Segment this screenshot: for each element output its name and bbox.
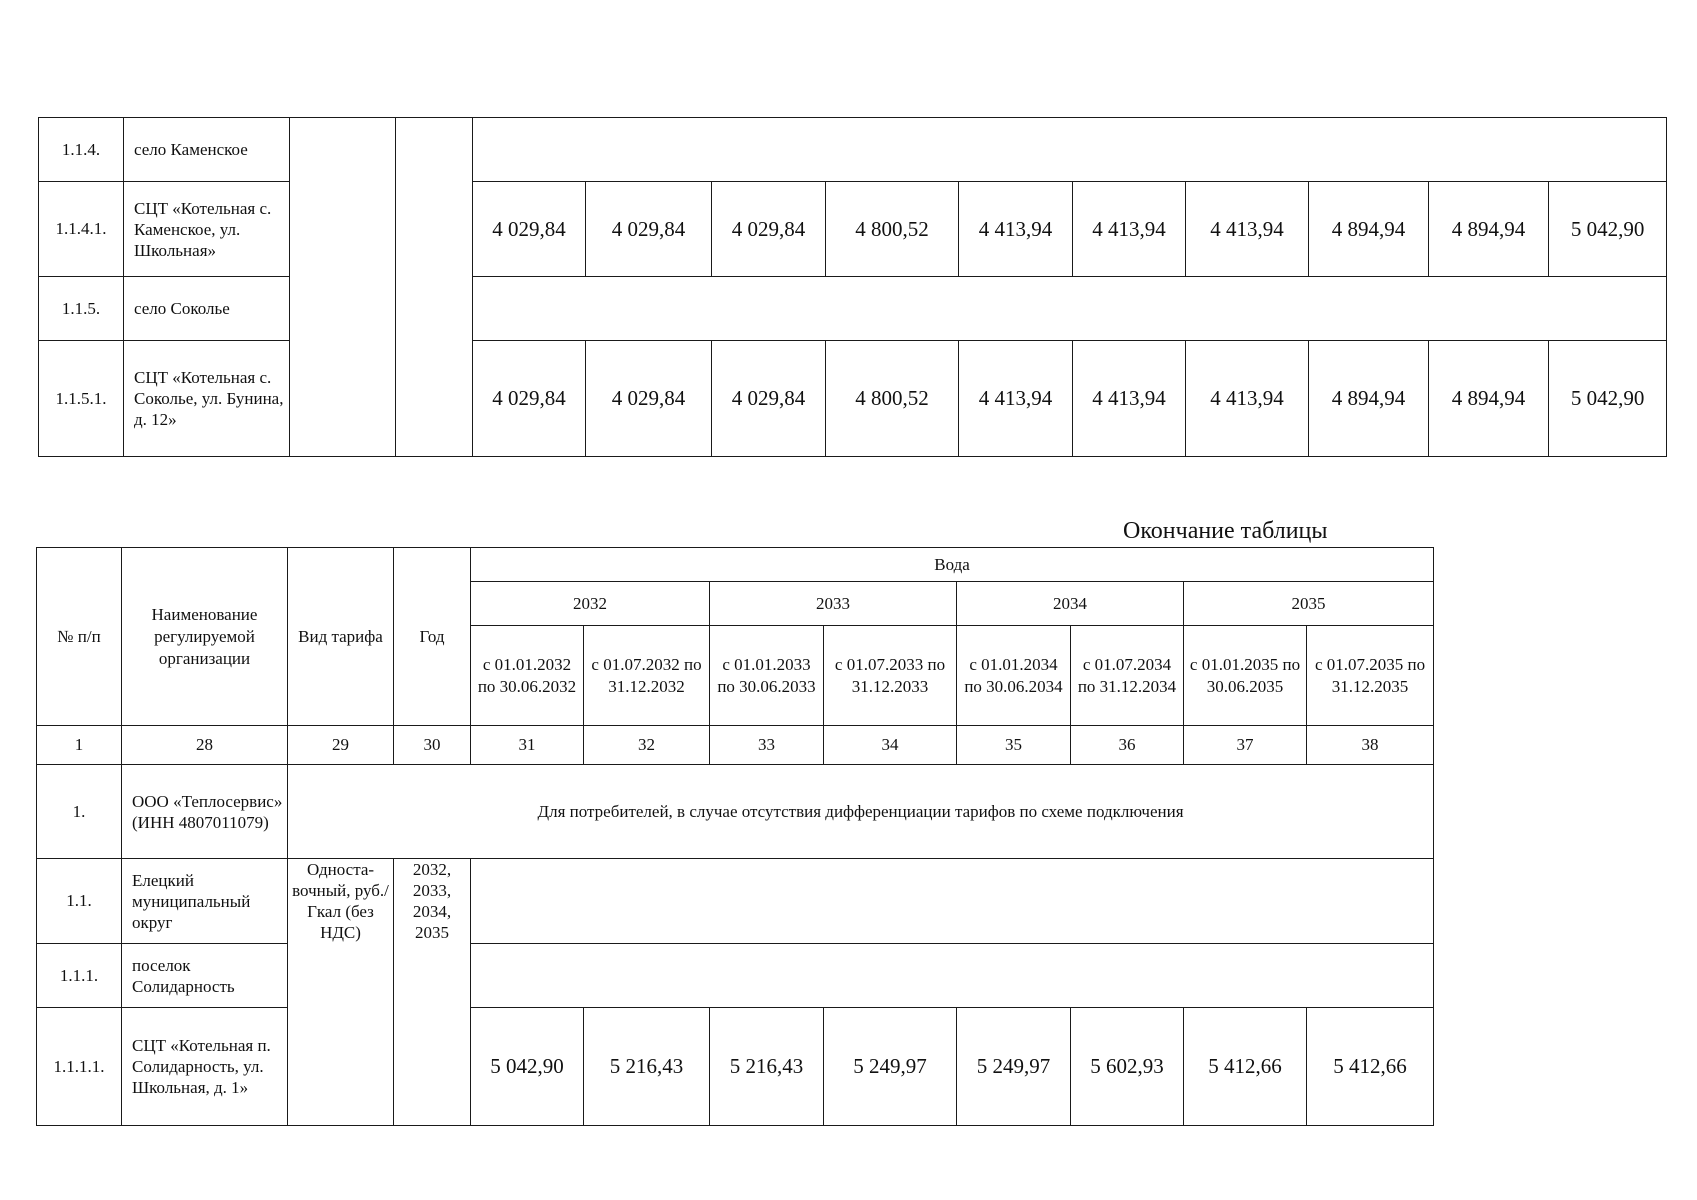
header-year-2035: 2035 bbox=[1184, 582, 1434, 626]
empty-cell bbox=[471, 944, 1434, 1008]
tariff-table-end bbox=[36, 547, 1434, 1126]
value-cell: 4 029,84 bbox=[473, 341, 586, 457]
row-number: 1.1.1.1. bbox=[37, 1008, 122, 1126]
value-cell: 4 413,94 bbox=[1073, 341, 1186, 457]
column-number-row bbox=[37, 726, 1434, 765]
header-period: с 01.01.2032 по 30.06.2032 bbox=[471, 626, 584, 726]
column-number: 1 bbox=[37, 726, 122, 765]
column-number: 33 bbox=[710, 726, 824, 765]
tariff-type-cell: Односта-вочный, руб./Гкал (без НДС) bbox=[288, 859, 394, 1126]
row-number: 1. bbox=[37, 765, 122, 859]
value-cell: 4 894,94 bbox=[1309, 182, 1429, 277]
header-period: с 01.01.2033 по 30.06.2033 bbox=[710, 626, 824, 726]
header-period: с 01.07.2035 по 31.12.2035 bbox=[1307, 626, 1434, 726]
empty-cell bbox=[473, 118, 1667, 182]
value-cell: 5 042,90 bbox=[471, 1008, 584, 1126]
column-number: 36 bbox=[1071, 726, 1184, 765]
column-number: 30 bbox=[394, 726, 471, 765]
empty-cell bbox=[290, 118, 396, 457]
row-number: 1.1. bbox=[37, 859, 122, 944]
year-cell: 2032, 2033, 2034, 2035 bbox=[394, 859, 471, 1126]
header-year-2032: 2032 bbox=[471, 582, 710, 626]
value-cell: 5 042,90 bbox=[1549, 182, 1667, 277]
value-cell: 4 894,94 bbox=[1429, 182, 1549, 277]
column-number: 38 bbox=[1307, 726, 1434, 765]
row-name: СЦТ «Котельная с. Соколье, ул. Бунина, д. 12» bbox=[124, 341, 290, 457]
header-period: с 01.07.2033 по 31.12.2033 bbox=[824, 626, 957, 726]
value-cell: 4 413,94 bbox=[1186, 182, 1309, 277]
column-number: 37 bbox=[1184, 726, 1307, 765]
value-cell: 4 413,94 bbox=[1186, 341, 1309, 457]
column-number: 32 bbox=[584, 726, 710, 765]
column-number: 34 bbox=[824, 726, 957, 765]
value-cell: 4 029,84 bbox=[586, 182, 712, 277]
table-row bbox=[39, 341, 1667, 457]
header-period: с 01.01.2034 по 30.06.2034 bbox=[957, 626, 1071, 726]
header-organization: Наименование регулируемой организации bbox=[122, 548, 288, 726]
row-name: ООО «Теплосервис» (ИНН 4807011079) bbox=[122, 765, 288, 859]
value-cell: 5 249,97 bbox=[957, 1008, 1071, 1126]
value-cell: 5 412,66 bbox=[1307, 1008, 1434, 1126]
column-number: 35 bbox=[957, 726, 1071, 765]
empty-cell bbox=[471, 859, 1434, 944]
header-tariff-type: Вид тарифа bbox=[288, 548, 394, 726]
header-period: с 01.07.2032 по 31.12.2032 bbox=[584, 626, 710, 726]
table-row bbox=[37, 765, 1434, 859]
header-year-2033: 2033 bbox=[710, 582, 957, 626]
value-cell: 5 042,90 bbox=[1549, 341, 1667, 457]
empty-cell bbox=[473, 277, 1667, 341]
value-cell: 4 413,94 bbox=[959, 182, 1073, 277]
value-cell: 4 894,94 bbox=[1309, 341, 1429, 457]
row-name: Елецкий муниципальный округ bbox=[122, 859, 288, 944]
value-cell: 5 216,43 bbox=[584, 1008, 710, 1126]
value-cell: 4 029,84 bbox=[712, 182, 826, 277]
value-cell: 5 249,97 bbox=[824, 1008, 957, 1126]
tariff-table-continuation bbox=[38, 117, 1667, 457]
value-cell: 4 029,84 bbox=[586, 341, 712, 457]
header-water: Вода bbox=[471, 548, 1434, 582]
column-number: 31 bbox=[471, 726, 584, 765]
row-number: 1.1.4.1. bbox=[39, 182, 124, 277]
row-number: 1.1.5. bbox=[39, 277, 124, 341]
row-name: СЦТ «Котельная п. Солидарность, ул. Школьная, д. 1» bbox=[122, 1008, 288, 1126]
row-number: 1.1.4. bbox=[39, 118, 124, 182]
value-cell: 4 413,94 bbox=[1073, 182, 1186, 277]
row-number: 1.1.1. bbox=[37, 944, 122, 1008]
header-period: с 01.07.2034 по 31.12.2034 bbox=[1071, 626, 1184, 726]
column-number: 29 bbox=[288, 726, 394, 765]
value-cell: 4 029,84 bbox=[473, 182, 586, 277]
row-note: Для потребителей, в случае отсутствия дифференциации тарифов по схеме подключения bbox=[288, 765, 1434, 859]
value-cell: 4 029,84 bbox=[712, 341, 826, 457]
table-row bbox=[39, 277, 1667, 341]
value-cell: 4 413,94 bbox=[959, 341, 1073, 457]
value-cell: 4 800,52 bbox=[826, 341, 959, 457]
header-period: с 01.01.2035 по 30.06.2035 bbox=[1184, 626, 1307, 726]
table-row bbox=[39, 118, 1667, 182]
row-name: поселок Солидарность bbox=[122, 944, 288, 1008]
table-caption: Окончание таблицы bbox=[1123, 518, 1328, 544]
header-year-2034: 2034 bbox=[957, 582, 1184, 626]
value-cell: 5 602,93 bbox=[1071, 1008, 1184, 1126]
table-row bbox=[37, 1008, 1434, 1126]
empty-cell bbox=[396, 118, 473, 457]
value-cell: 4 800,52 bbox=[826, 182, 959, 277]
row-name: село Соколье bbox=[124, 277, 290, 341]
value-cell: 4 894,94 bbox=[1429, 341, 1549, 457]
table-row bbox=[39, 182, 1667, 277]
table-row bbox=[37, 859, 1434, 944]
header-number: № п/п bbox=[37, 548, 122, 726]
table-row bbox=[37, 944, 1434, 1008]
column-number: 28 bbox=[122, 726, 288, 765]
value-cell: 5 412,66 bbox=[1184, 1008, 1307, 1126]
row-number: 1.1.5.1. bbox=[39, 341, 124, 457]
value-cell: 5 216,43 bbox=[710, 1008, 824, 1126]
header-year: Год bbox=[394, 548, 471, 726]
row-name: СЦТ «Котельная с. Каменское, ул. Школьная» bbox=[124, 182, 290, 277]
row-name: село Каменское bbox=[124, 118, 290, 182]
header-row bbox=[37, 548, 1434, 582]
